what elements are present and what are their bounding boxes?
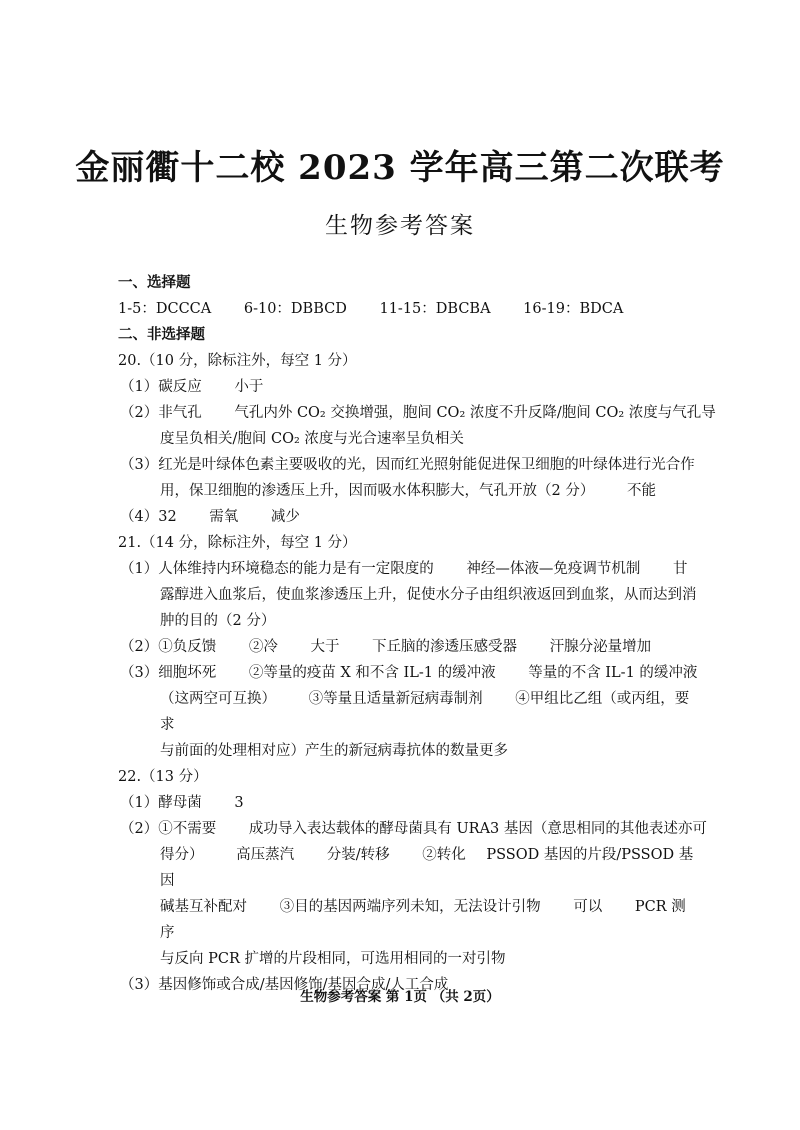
q20-part3-explanation: 用，保卫细胞的渗透压上升，因而吸水体积膨大，气孔开放（2 分）	[160, 483, 595, 499]
page-subtitle: 生物参考答案	[325, 213, 475, 239]
q20-part3-answer: 不能	[626, 483, 656, 499]
q22-part2-answer-i: 可以	[573, 899, 603, 915]
q22-part2-answer-f: PSSOD 基因的片段/PSSOD 基因	[160, 847, 694, 889]
q20-part4	[118, 504, 698, 530]
q22-part1-answer-b: 3	[234, 795, 244, 811]
q21-part2-answer-d: 下丘脑的渗透压感受器	[372, 639, 518, 655]
section-choice-heading: 一、选择题	[118, 274, 191, 291]
q20-part3: （3）红光是叶绿体色素主要吸收的光，因而红光照射能促进保卫细胞的叶绿体进行光合作	[120, 457, 695, 473]
answer-content	[118, 270, 716, 998]
q21-part1-answer-b: 神经—体液—免疫调节机制	[466, 561, 641, 577]
q22-part2-continued	[118, 842, 698, 894]
choice-answers-1-5: 1-5：DCCCA	[118, 301, 212, 317]
q22-part2-continued-3: 与反向 PCR 扩增的片段相同，可选用相同的一对引物	[160, 951, 506, 967]
page-footer: 生物参考答案 第 1页 （共 2页）	[300, 989, 500, 1005]
q20-part2-answer-b: 气孔内外 CO₂ 交换增强，胞间 CO₂ 浓度不升反降/胞间 CO₂ 浓度与气孔导	[234, 405, 716, 421]
q20-part4-answer-a: （4）32	[120, 509, 177, 525]
q21-part3-answer-c: 等量的不含 IL-1 的缓冲液	[528, 665, 698, 681]
q21-header: 21.（14 分，除标注外，每空 1 分）	[118, 535, 357, 551]
q20-part1	[118, 374, 698, 400]
q21-part1-continued-2: 肿的目的（2 分）	[160, 613, 276, 629]
q22-part1	[118, 790, 698, 816]
q20-part2-continued: 度呈负相关/胞间 CO₂ 浓度与光合速率呈负相关	[160, 431, 464, 447]
q21-part3-answer-a: （3）细胞坏死	[120, 665, 217, 681]
choice-answers-row	[118, 296, 698, 322]
section-nonchoice-heading: 二、非选择题	[118, 326, 205, 343]
choice-answers-6-10: 6-10：DBBCD	[243, 301, 347, 317]
q21-part2-answer-b: ②冷	[248, 639, 278, 655]
q22-part2-answer-h: ③目的基因两端序列未知，无法设计引物	[279, 899, 541, 915]
q22-header: 22.（13 分）	[118, 769, 208, 785]
q21-part1-answer-c: 甘	[672, 561, 688, 577]
q21-part3-answer-b: ②等量的疫苗 X 和不含 IL-1 的缓冲液	[248, 665, 496, 681]
q21-part3-note: （这两空可互换）	[160, 691, 276, 707]
q21-part2-answer-a: （2）①负反馈	[120, 639, 217, 655]
q20-header: 20.（10 分，除标注外，每空 1 分）	[118, 353, 357, 369]
q22-part2-answer-b: 成功导入表达载体的酵母菌具有 URA3 基因（意思相同的其他表述亦可	[248, 821, 707, 837]
q22-part2-continued-2	[118, 894, 698, 946]
q22-part2-answer-d: 分装/转移	[326, 847, 390, 863]
q21-part1	[118, 556, 698, 582]
q21-part3	[118, 660, 698, 686]
q20-part1-answer-a: （1）碳反应	[120, 379, 202, 395]
q20-part4-answer-b: 需氧	[209, 509, 239, 525]
q20-part2-answer-a: （2）非气孔	[120, 405, 202, 421]
q22-part2-answer-g: 碱基互补配对	[160, 899, 247, 915]
q21-part2-answer-c: 大于	[310, 639, 340, 655]
q20-part4-answer-c: 减少	[270, 509, 300, 525]
q21-part1-continued: 露醇进入血浆后，使血浆渗透压上升，促使水分子由组织液返回到血浆，从而达到消	[160, 587, 697, 603]
q21-part3-answer-d: ③等量且适量新冠病毒制剂	[308, 691, 483, 707]
q21-part3-answer-e: ④甲组比乙组（或丙组，要求	[160, 691, 690, 733]
q22-part2-note: 得分）	[160, 847, 204, 863]
q22-part1-answer-a: （1）酵母菌	[120, 795, 202, 811]
q21-part1-answer-a: （1）人体维持内环境稳态的能力是有一定限度的	[120, 561, 434, 577]
page-title: 金丽衢十二校 2023 学年高三第二次联考	[75, 148, 725, 188]
q22-part3: （3）基因修饰或合成/基因修饰/基因合成/人工合成	[120, 977, 449, 993]
q20-part3-continued	[118, 478, 698, 504]
q21-part3-continued	[118, 686, 698, 738]
q20-part2	[118, 400, 716, 426]
q22-part2-answer-j: PCR 测序	[160, 899, 686, 941]
choice-answers-16-19: 16-19：BDCA	[523, 301, 624, 317]
choice-answers-11-15: 11-15：DBCBA	[379, 301, 491, 317]
q22-part2	[118, 816, 707, 842]
q22-part2-answer-a: （2）①不需要	[120, 821, 217, 837]
q20-part1-answer-b: 小于	[234, 379, 264, 395]
q22-part2-answer-c: 高压蒸汽	[236, 847, 295, 863]
q21-part2-answer-e: 汗腺分泌量增加	[549, 639, 652, 655]
q22-part2-answer-e: ②转化	[422, 847, 466, 863]
q21-part3-continued-2: 与前面的处理相对应）产生的新冠病毒抗体的数量更多	[160, 743, 508, 759]
q21-part2	[118, 634, 698, 660]
